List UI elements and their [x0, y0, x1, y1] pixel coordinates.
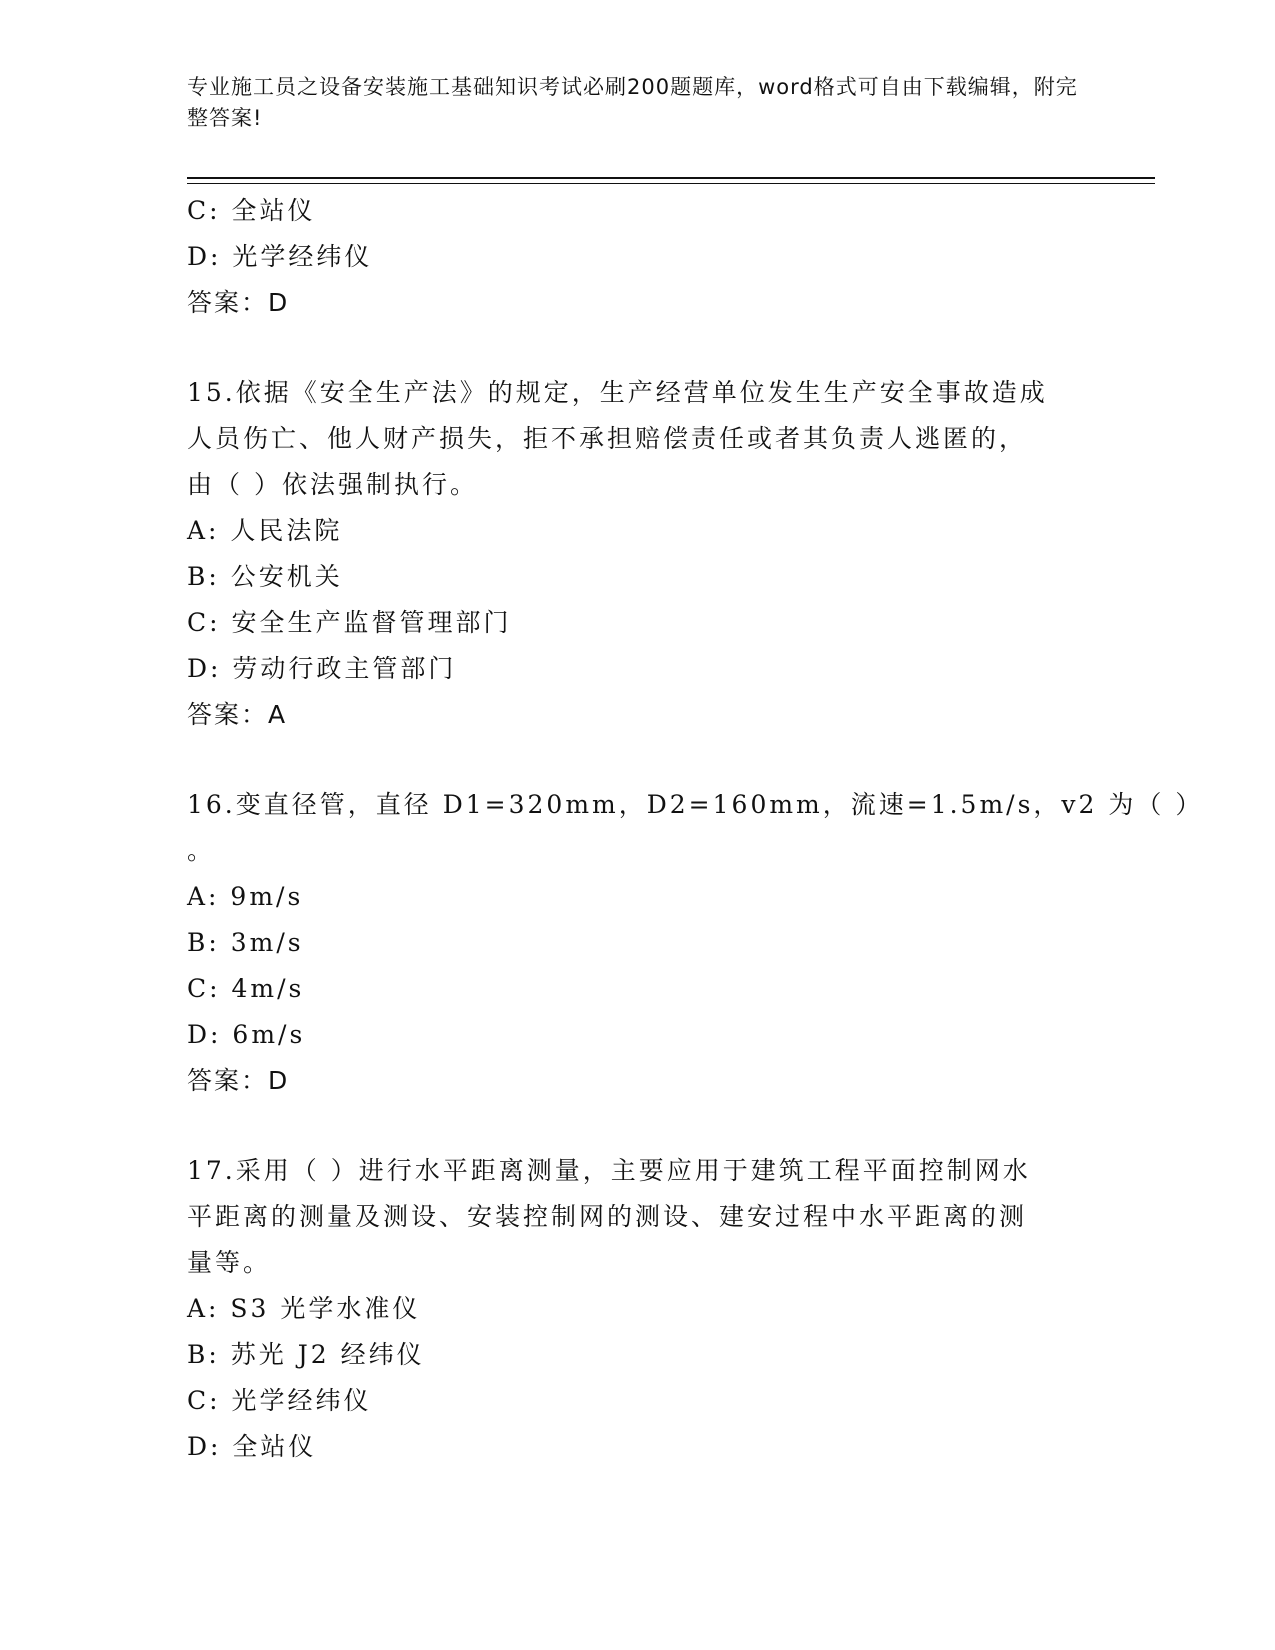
option-c: C: 安全生产监督管理部门 — [187, 608, 512, 637]
option-d: D: 劳动行政主管部门 — [187, 654, 457, 683]
question-stem-line: 由（ ）依法强制执行。 — [187, 470, 478, 499]
option-a: A: S3 光学水准仪 — [187, 1294, 421, 1323]
previous-question-tail — [187, 188, 1067, 326]
question-stem-line: 量等。 — [187, 1248, 272, 1277]
question-15 — [187, 370, 1067, 738]
option-b: B: 3m/s — [187, 928, 304, 957]
question-stem-line: 平距离的测量及测设、安装控制网的测设、建安过程中水平距离的测 — [187, 1202, 1028, 1231]
document-body — [187, 188, 1204, 1470]
question-stem-line: 15.依据《安全生产法》的规定，生产经营单位发生生产安全事故造成 — [187, 378, 1048, 407]
page-header-title: 专业施工员之设备安装施工基础知识考试必刷200题题库，word格式可自由下载编辑，附完整答案! — [187, 75, 1078, 130]
option-d: D: 全站仪 — [187, 1432, 317, 1461]
answer-line: 答案：D — [187, 1066, 290, 1095]
spacer — [187, 1104, 1067, 1148]
spacer — [187, 326, 1067, 370]
question-stem-line: 。 — [187, 836, 216, 865]
option-d: D: 6m/s — [187, 1020, 306, 1049]
option-c: C: 全站仪 — [187, 196, 316, 225]
spacer — [187, 738, 1067, 782]
answer-line: 答案：A — [187, 700, 288, 729]
header-divider-thick — [187, 177, 1155, 179]
option-c: C: 光学经纬仪 — [187, 1386, 372, 1415]
question-17 — [187, 1148, 1067, 1470]
option-b: B: 公安机关 — [187, 562, 343, 591]
option-c: C: 4m/s — [187, 974, 305, 1003]
question-stem-line: 16.变直径管，直径 D1=320mm，D2=160mm，流速=1.5m/s，v2 为（ ） — [187, 790, 1204, 819]
option-a: A: 人民法院 — [187, 516, 343, 545]
option-a: A: 9m/s — [187, 882, 304, 911]
option-d: D: 光学经纬仪 — [187, 242, 373, 271]
header-divider-thin — [187, 183, 1155, 184]
question-16 — [187, 782, 1204, 1104]
answer-line: 答案：D — [187, 288, 290, 317]
question-stem-line: 人员伤亡、他人财产损失，拒不承担赔偿责任或者其负责人逃匿的， — [187, 424, 1028, 453]
option-b: B: 苏光 J2 经纬仪 — [187, 1340, 425, 1369]
question-stem-line: 17.采用（ ）进行水平距离测量，主要应用于建筑工程平面控制网水 — [187, 1156, 1031, 1185]
